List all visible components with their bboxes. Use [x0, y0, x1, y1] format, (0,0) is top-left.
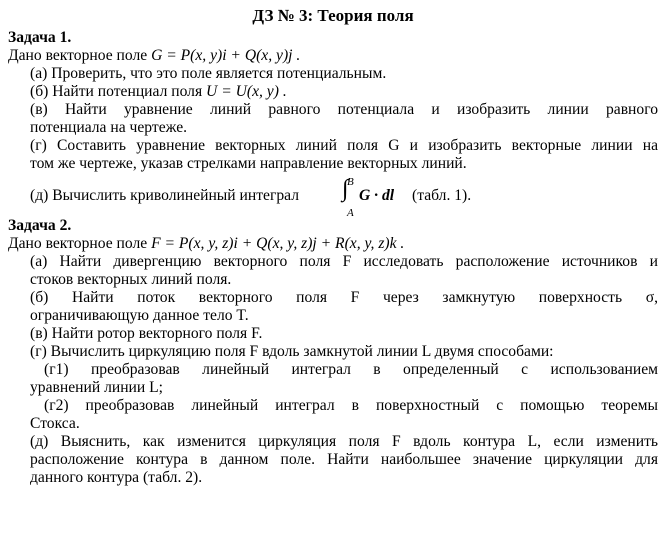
- task2-item-d1-line1: (г1) преобразовав линейный интеграл в определенный с использованием: [44, 361, 658, 378]
- task1-item-d-line2: том же чертеже, указав стрелками направление векторных линий.: [30, 155, 467, 172]
- task1-intro: [8, 47, 658, 65]
- task2-heading: Задача 2.: [8, 217, 72, 234]
- task1-item-e-text: (д) Вычислить криволинейный интеграл: [30, 187, 299, 204]
- task1-item-b-formula: U = U(x, y) .: [206, 83, 287, 100]
- task1-intro-formula: G = P(x, y)i + Q(x, y)j .: [151, 47, 301, 64]
- task1-item-a: (а) Проверить, что это поле является потенциальным.: [30, 65, 387, 82]
- task2-item-d1-line2: уравнений линии L;: [30, 379, 163, 396]
- task2-item-d: (г) Вычислить циркуляцию поля F вдоль замкнутой линии L двумя способами:: [30, 343, 554, 360]
- task2-item-d2-line2: Стокса.: [30, 415, 80, 432]
- task1-item-c-line2: потенциала на чертеже.: [30, 119, 188, 136]
- task2-intro: [8, 235, 658, 253]
- task1-item-c-line1: (в) Найти уравнение линий равного потенциала и изобразить линии равного: [30, 101, 658, 118]
- integral-upper-limit: B: [347, 176, 354, 188]
- task1-item-b: [8, 83, 658, 101]
- integral-sign-icon: ∫: [342, 176, 349, 202]
- task1-item-b-text: (б) Найти потенциал поля: [30, 83, 203, 100]
- task2-item-e-line2: расположение контура в данном поле. Найти наибольшее значение циркуляции для: [30, 451, 658, 468]
- integral-integrand: G · dl: [359, 187, 395, 204]
- task1-intro-text: Дано векторное поле: [8, 47, 148, 64]
- task2-item-c: (в) Найти ротор векторного поля F.: [30, 325, 263, 342]
- task2-intro-text: Дано векторное поле: [8, 235, 148, 252]
- task2-item-b-line2: ограничивающую данное тело T.: [30, 307, 249, 324]
- task1-heading: Задача 1.: [8, 29, 72, 46]
- task2-item-a-line2: стоков векторных линий поля.: [30, 271, 232, 288]
- task1-item-d-line1: (г) Составить уравнение векторных линий поля G и изобразить векторные линии на: [30, 137, 658, 154]
- task1-item-e-table: (табл. 1).: [412, 187, 472, 204]
- task2-item-a-line1: (а) Найти дивергенцию векторного поля F исследовать расположение источников и: [30, 253, 658, 270]
- task2-item-b-line1: (б) Найти поток векторного поля F через замкнутую поверхность σ,: [30, 289, 658, 306]
- task2-item-d2-line1: (г2) преобразовав линейный интеграл в поверхностный с помощью теоремы: [44, 397, 658, 414]
- task2-item-e-line3: данного контура (табл. 2).: [30, 469, 203, 486]
- task2-intro-formula: F = P(x, y, z)i + Q(x, y, z)j + R(x, y, z)k .: [151, 235, 405, 252]
- document-title: ДЗ № 3: Теория поля: [252, 6, 414, 25]
- task1-item-e: [8, 173, 658, 217]
- task2-item-e-line1: (д) Выяснить, как изменится циркуляция поля F вдоль контура L, если изменить: [30, 433, 658, 450]
- integral-lower-limit: A: [347, 207, 354, 219]
